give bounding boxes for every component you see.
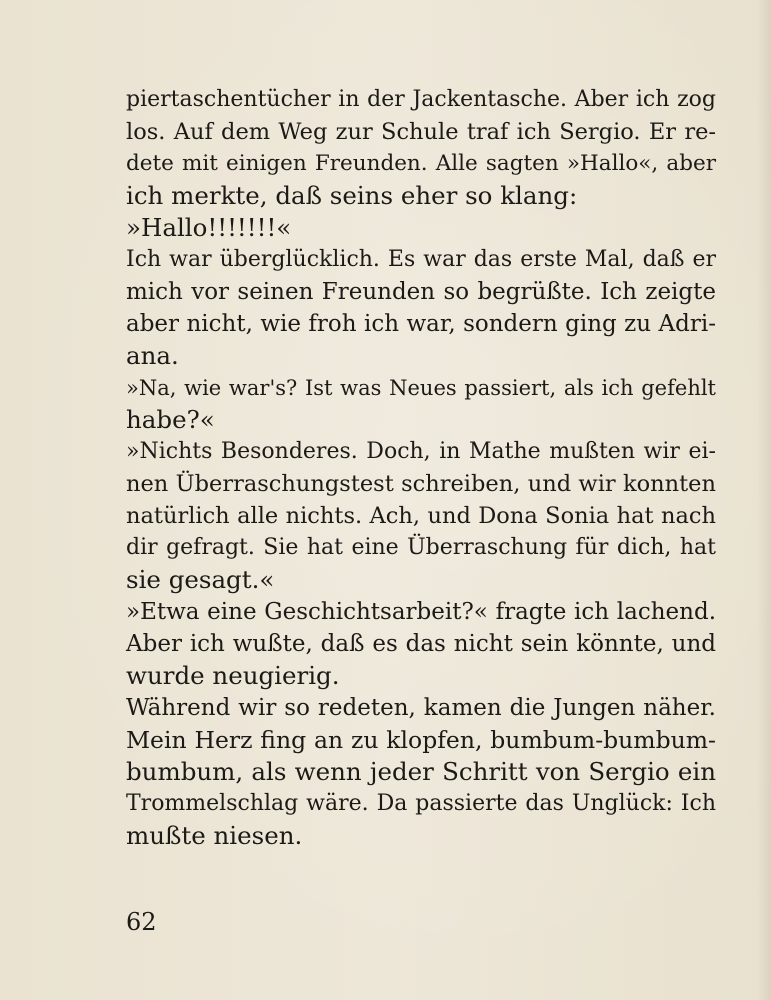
text-line: piertaschentücher in der Jackentasche. Aber ich zog xyxy=(126,87,716,112)
text-line: dete mit einigen Freunden. Alle sagten »Hallo«, aber xyxy=(126,151,716,176)
text-line: Mein Herz fing an zu klopfen, bumbum-bumbum- xyxy=(126,726,716,754)
text-line: ich merkte, daß seins eher so klang: xyxy=(126,181,578,210)
text-line: mußte niesen. xyxy=(126,821,303,850)
text-line: Trommelschlag wäre. Da passierte das Unglück: Ich xyxy=(126,791,716,816)
text-line: Während wir so redeten, kamen die Jungen näher. xyxy=(126,695,716,721)
page-edge-shadow xyxy=(757,0,771,1000)
text-line: »Etwa eine Geschichtsarbeit?« fragte ich lachend. xyxy=(126,599,716,625)
body-text xyxy=(126,84,716,852)
text-line: Ich war überglücklich. Es war das erste Mal, daß er xyxy=(126,247,716,272)
text-line: »Na, wie war's? Ist was Neues passiert, als ich gefehlt xyxy=(126,376,716,400)
page-number: 62 xyxy=(126,908,157,936)
text-line: »Hallo!!!!!!!« xyxy=(126,213,292,242)
text-line: ana. xyxy=(126,341,179,370)
text-line: habe?« xyxy=(126,405,215,434)
text-line: los. Auf dem Weg zur Schule traf ich Sergio. Er re- xyxy=(126,119,716,145)
text-line: Aber ich wußte, daß es das nicht sein könnte, und xyxy=(126,631,716,657)
text-line: bumbum, als wenn jeder Schritt von Sergio ein xyxy=(126,757,716,786)
text-line: nen Überraschungstest schreiben, und wir konnten xyxy=(126,471,716,497)
text-line: mich vor seinen Freunden so begrüßte. Ich zeigte xyxy=(126,279,716,305)
text-line: wurde neugierig. xyxy=(126,661,340,690)
text-line: natürlich alle nichts. Ach, und Dona Sonia hat nach xyxy=(126,503,716,529)
text-line: dir gefragt. Sie hat eine Überraschung für dich, hat xyxy=(126,535,716,560)
text-line: »Nichts Besonderes. Doch, in Mathe mußten wir ei- xyxy=(126,439,716,464)
text-line: sie gesagt.« xyxy=(126,565,275,594)
text-line: aber nicht, wie froh ich war, sondern ging zu Adri- xyxy=(126,311,716,337)
